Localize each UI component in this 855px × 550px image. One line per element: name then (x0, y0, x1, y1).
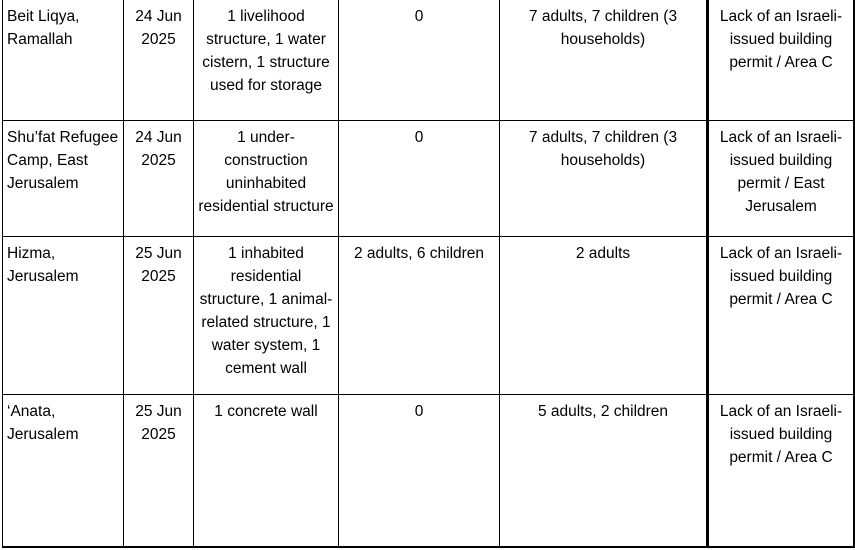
structures-cell: 1 concrete wall (194, 395, 339, 548)
affected-cell: 7 adults, 7 children (3 households) (500, 0, 708, 121)
reason-cell: Lack of an Israeli-issued building permit / Area C (708, 395, 855, 548)
reason-cell: Lack of an Israeli-issued building permit / East Jerusalem (708, 121, 855, 237)
displaced-cell: 0 (339, 395, 500, 548)
displaced-cell: 2 adults, 6 children (339, 237, 500, 395)
location-cell: Beit Liqya, Ramallah (3, 0, 124, 121)
displaced-cell: 0 (339, 121, 500, 237)
table-row (3, 0, 855, 121)
location-cell: Shu’fat Refugee Camp, East Jerusalem (3, 121, 124, 237)
demolitions-table-body (3, 0, 855, 547)
structures-cell: 1 under-construction uninhabited residential structure (194, 121, 339, 237)
location-cell: Hizma, Jerusalem (3, 237, 124, 395)
date-cell: 25 Jun 2025 (124, 395, 194, 548)
demolitions-table (2, 0, 855, 548)
table-row (3, 395, 855, 548)
table-row (3, 237, 855, 395)
structures-cell: 1 inhabited residential structure, 1 animal-related structure, 1 water system, 1 cement wall (194, 237, 339, 395)
structures-cell: 1 livelihood structure, 1 water cistern, 1 structure used for storage (194, 0, 339, 121)
displaced-cell: 0 (339, 0, 500, 121)
reason-cell: Lack of an Israeli-issued building permit / Area C (708, 0, 855, 121)
date-cell: 24 Jun 2025 (124, 121, 194, 237)
location-cell: ‘Anata, Jerusalem (3, 395, 124, 548)
reason-cell: Lack of an Israeli-issued building permit / Area C (708, 237, 855, 395)
affected-cell: 2 adults (500, 237, 708, 395)
date-cell: 25 Jun 2025 (124, 237, 194, 395)
affected-cell: 5 adults, 2 children (500, 395, 708, 548)
affected-cell: 7 adults, 7 children (3 households) (500, 121, 708, 237)
table-row (3, 121, 855, 237)
date-cell: 24 Jun 2025 (124, 0, 194, 121)
